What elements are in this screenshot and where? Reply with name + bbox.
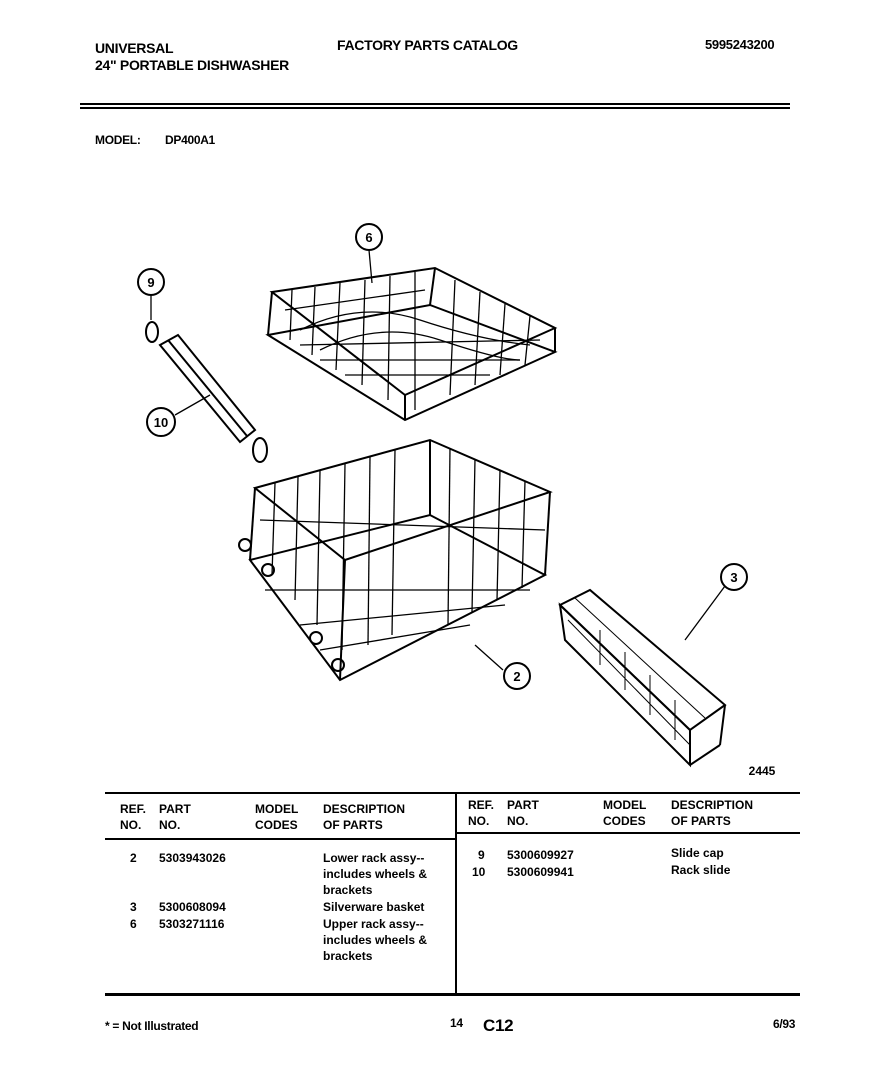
part-no: 5303271116 xyxy=(159,917,225,931)
section-code: C12 xyxy=(483,1016,514,1035)
part-no: 5300609941 xyxy=(507,865,574,879)
right-header-rule xyxy=(457,832,800,834)
revision-date: 6/93 xyxy=(773,1017,796,1031)
part-no: 5303943026 xyxy=(159,851,226,865)
callout-3: 3 xyxy=(730,570,738,585)
model-header: MODEL CODES xyxy=(255,802,299,832)
model-header: MODEL CODES xyxy=(603,798,647,828)
ref-header: REF. NO. xyxy=(120,802,147,832)
catalog-title: FACTORY PARTS CATALOG xyxy=(337,37,518,53)
catalog-number: 5995243200 xyxy=(705,37,775,52)
model-label: MODEL: xyxy=(95,133,141,147)
ref-no: 2 xyxy=(130,851,137,865)
lower-rack xyxy=(239,440,550,680)
part-description: Rack slide xyxy=(671,863,731,877)
part-description: Silverware basket xyxy=(323,900,425,914)
not-illustrated-note: * = Not Illustrated xyxy=(105,1019,199,1033)
model-value: DP400A1 xyxy=(165,133,215,147)
callout-9: 9 xyxy=(147,275,155,290)
part-no: 5300609927 xyxy=(507,848,574,862)
callout-6: 6 xyxy=(365,230,373,245)
description-header: DESCRIPTION OF PARTS xyxy=(671,798,754,828)
ref-no: 3 xyxy=(130,900,137,914)
silverware-basket xyxy=(560,590,725,765)
callout-10: 10 xyxy=(153,415,169,430)
left-header-rule xyxy=(105,838,455,840)
upper-rack xyxy=(268,268,555,420)
footer-rule xyxy=(105,993,800,996)
ref-no: 9 xyxy=(478,848,485,862)
part-header: PART NO. xyxy=(159,802,191,832)
ref-header: REF. NO. xyxy=(468,798,495,828)
ref-no: 6 xyxy=(130,917,137,931)
slide-cap-9 xyxy=(146,322,158,342)
part-description: Slide cap xyxy=(671,846,724,860)
part-no: 5300608094 xyxy=(159,900,226,914)
ref-no: 10 xyxy=(472,865,486,879)
callout-2: 2 xyxy=(513,669,521,684)
slide-cap xyxy=(253,438,267,462)
part-header: PART NO. xyxy=(507,798,539,828)
figure-number: 2445 xyxy=(748,764,776,778)
product-name: 24" PORTABLE DISHWASHER xyxy=(95,57,289,73)
table-column-divider xyxy=(455,792,457,995)
table-top-rule xyxy=(105,792,800,794)
part-description: Lower rack assy-- includes wheels & brackets xyxy=(323,851,428,897)
part-description: Upper rack assy-- includes wheels & brackets xyxy=(323,917,428,963)
brand: UNIVERSAL xyxy=(95,40,174,56)
description-header: DESCRIPTION OF PARTS xyxy=(323,802,406,832)
page-number: 14 xyxy=(450,1016,463,1030)
